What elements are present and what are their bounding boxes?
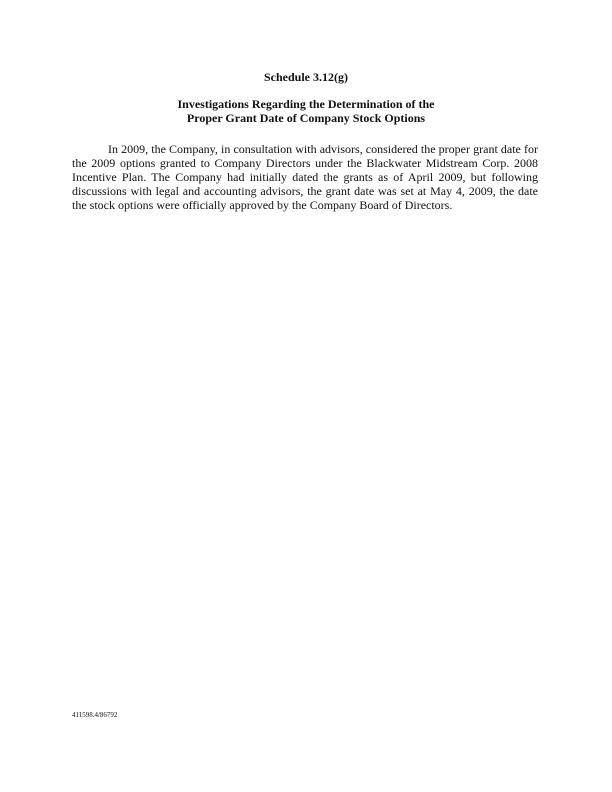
section-heading-line-1: Investigations Regarding the Determination of the	[177, 97, 435, 111]
document-id-footer: 411598.4/86792	[72, 711, 118, 719]
section-heading	[0, 97, 612, 125]
section-heading-line-2: Proper Grant Date of Company Stock Options	[186, 111, 426, 125]
body-paragraph: In 2009, the Company, in consultation with advisors, considered the proper grant date for the 2009 options granted to Company Directors under the Blackwater Midstream Corp. 2008 Incentive Plan. The Company had initially dated the grants as of April 2009, but following discussions with legal and accounting advisors, the grant date was set at May 4, 2009, the date the stock options were officially approved by the Company Board of Directors.	[72, 142, 538, 213]
schedule-title: Schedule 3.12(g)	[264, 70, 348, 84]
